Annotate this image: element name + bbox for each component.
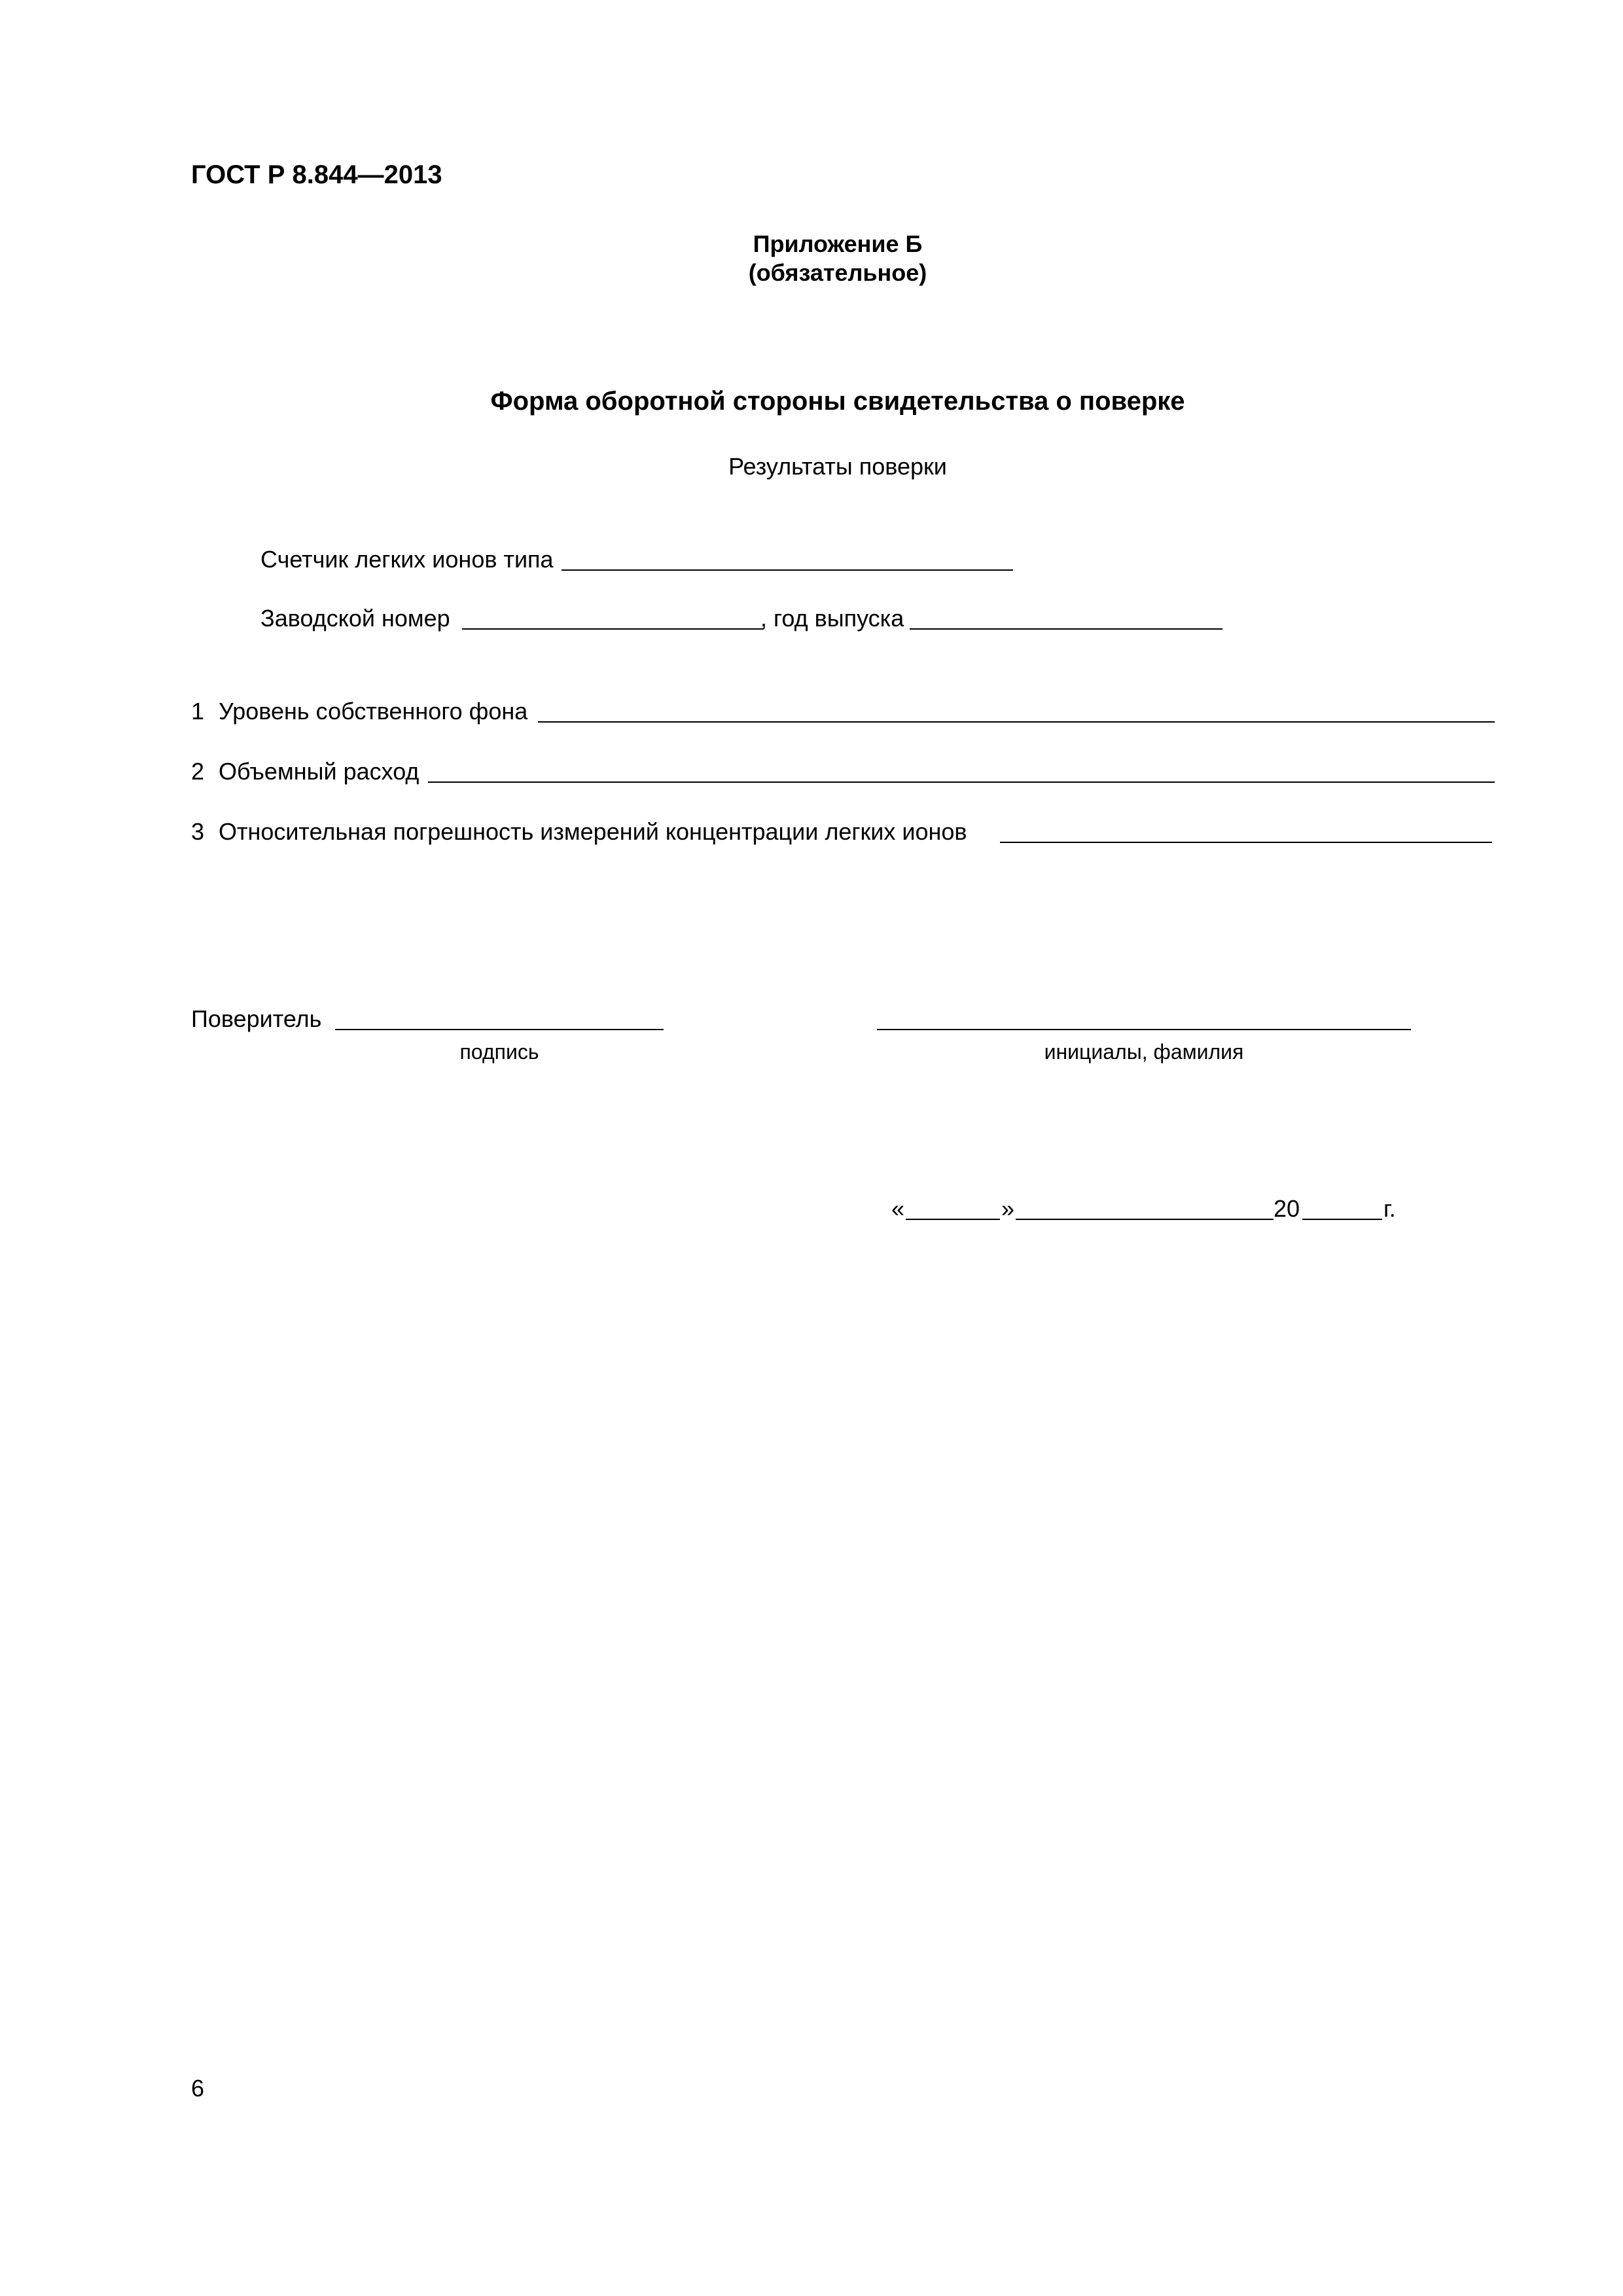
item-number: 2: [191, 758, 205, 785]
date-day-field[interactable]: [906, 1219, 1000, 1220]
appendix-title: Приложение Б: [753, 230, 923, 257]
appendix-status: (обязательное): [748, 259, 927, 286]
item-number: 3: [191, 818, 205, 845]
counter-type-label: Счетчик легких ионов типа: [260, 546, 554, 573]
signature-caption: подпись: [459, 1040, 539, 1064]
item-number: 1: [191, 698, 205, 725]
form-subtitle: Результаты поверки: [728, 453, 947, 480]
date-open-quote: «: [891, 1195, 905, 1222]
page-number: 6: [191, 2075, 205, 2102]
item-label-background-level: Уровень собственного фона: [219, 698, 528, 725]
counter-type-field[interactable]: [562, 569, 1013, 571]
signature-field[interactable]: [335, 1029, 664, 1030]
standard-number: ГОСТ Р 8.844—2013: [191, 160, 442, 189]
serial-number-label: Заводской номер: [260, 605, 450, 632]
year-label: , год выпуска: [760, 605, 904, 632]
name-caption: инициалы, фамилия: [1044, 1040, 1244, 1064]
form-title: Форма оборотной стороны свидетельства о поверке: [490, 387, 1185, 416]
date-year-field[interactable]: [1302, 1219, 1382, 1220]
relative-error-field[interactable]: [1000, 842, 1492, 843]
serial-number-field[interactable]: [462, 628, 763, 630]
item-label-relative-error: Относительная погрешность измерений концентрации легких ионов: [219, 818, 967, 845]
date-close-quote: »: [1001, 1195, 1015, 1222]
date-month-field[interactable]: [1016, 1219, 1274, 1220]
volume-flow-field[interactable]: [428, 781, 1495, 783]
item-label-volume-flow: Объемный расход: [219, 758, 419, 785]
date-year-suffix: г.: [1383, 1195, 1396, 1222]
year-field[interactable]: [910, 628, 1222, 630]
name-field[interactable]: [877, 1029, 1411, 1030]
verifier-label: Поверитель: [191, 1005, 322, 1032]
date-century: 20: [1274, 1195, 1300, 1222]
background-level-field[interactable]: [538, 721, 1495, 723]
